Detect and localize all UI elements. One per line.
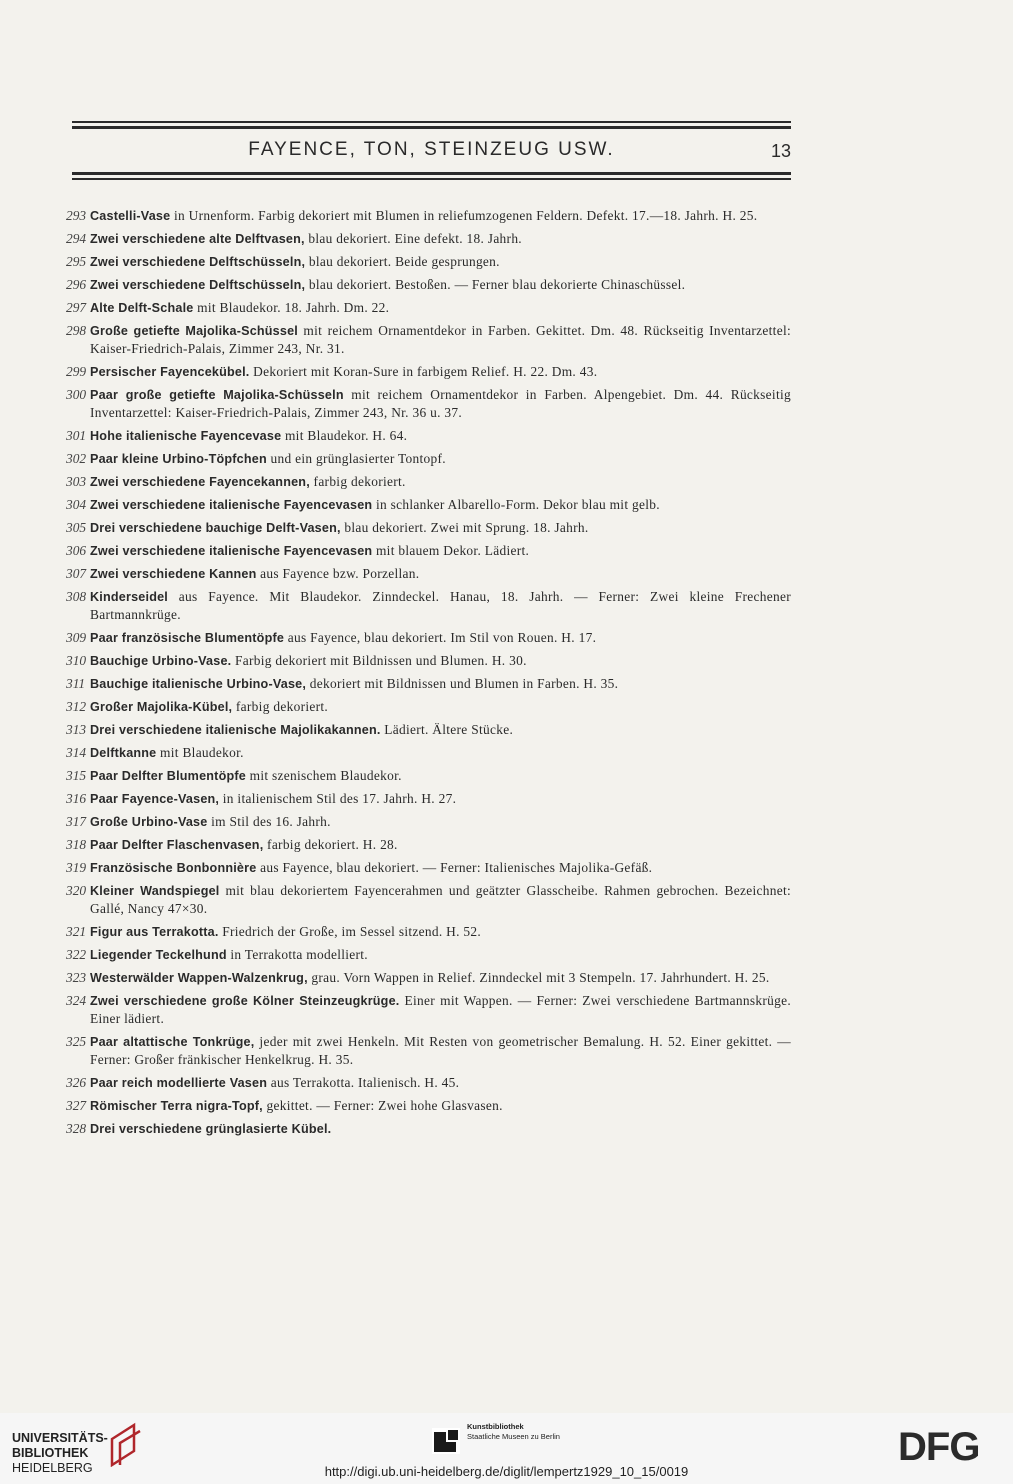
catalogue-entries bbox=[66, 207, 791, 1143]
page-number: 13 bbox=[770, 141, 791, 161]
catalogue-entry bbox=[66, 542, 791, 560]
catalogue-entry bbox=[66, 1120, 791, 1138]
dfg-logo[interactable]: DFG bbox=[898, 1425, 980, 1469]
item-description: in Urnenform. Farbig dekoriert mit Blumen in reliefumzogenen Feldern. Defekt. 17.—18. Jahrh. H. 25. bbox=[170, 208, 758, 223]
item-description: mit reichem Ornamentdekor in Farben. Gekittet. Dm. 48. Rückseitig Inventarzettel: Kaiser-Friedrich-Palais, Zimmer 243, Nr. 31. bbox=[90, 323, 791, 356]
item-description: aus Fayence, blau dekoriert. Im Stil von Rouen. H. 17. bbox=[284, 630, 597, 645]
entry-number: 314 bbox=[66, 745, 87, 760]
entry-number: 311 bbox=[66, 676, 86, 691]
entry-number: 306 bbox=[66, 543, 87, 558]
ub-emblem-icon bbox=[104, 1421, 142, 1467]
catalogue-entry bbox=[66, 1074, 791, 1092]
item-description: mit Blaudekor. 18. Jahrh. Dm. 22. bbox=[193, 300, 390, 315]
item-description: mit Blaudekor. bbox=[156, 745, 244, 760]
item-name: Drei verschiedene italienische Majolikakannen. bbox=[90, 723, 381, 737]
item-description: blau dekoriert. Bestoßen. — Ferner blau dekorierte Chinaschüssel. bbox=[305, 277, 686, 292]
entry-number: 293 bbox=[66, 208, 87, 223]
item-name: Paar reich modellierte Vasen bbox=[90, 1076, 268, 1090]
catalogue-entry bbox=[66, 253, 791, 271]
entry-number: 327 bbox=[66, 1098, 87, 1113]
item-description: aus Terrakotta. Italienisch. H. 45. bbox=[267, 1075, 460, 1090]
item-description: farbig dekoriert. H. 28. bbox=[263, 837, 398, 852]
entry-number: 295 bbox=[66, 254, 87, 269]
item-name: Kinderseidel bbox=[90, 590, 168, 604]
catalogue-entry bbox=[66, 675, 791, 693]
item-name: Westerwälder Wappen-Walzenkrug, bbox=[90, 971, 308, 985]
catalogue-entry bbox=[66, 744, 791, 762]
item-name: Bauchige Urbino-Vase. bbox=[90, 654, 232, 668]
entry-number: 302 bbox=[66, 451, 87, 466]
entry-number: 309 bbox=[66, 630, 87, 645]
item-description: aus Fayence. Mit Blaudekor. Zinndeckel. Hanau, 18. Jahrh. — Ferner: Zwei kleine Frechener Bartmannkrüge. bbox=[90, 589, 791, 622]
item-description: grau. Vorn Wappen in Relief. Zinndeckel mit 3 Stempeln. 17. Jahrhundert. H. 25. bbox=[307, 970, 770, 985]
entry-number: 310 bbox=[66, 653, 87, 668]
item-name: Großer Majolika-Kübel, bbox=[90, 700, 233, 714]
footer-bar bbox=[0, 1413, 1013, 1484]
catalogue-entry bbox=[66, 1097, 791, 1115]
item-name: Drei verschiedene grünglasierte Kübel. bbox=[90, 1122, 332, 1136]
item-name: Französische Bonbonnière bbox=[90, 861, 257, 875]
item-description: blau dekoriert. Eine defekt. 18. Jahrh. bbox=[304, 231, 522, 246]
catalogue-entry bbox=[66, 721, 791, 739]
entry-number: 294 bbox=[66, 231, 87, 246]
catalogue-entry bbox=[66, 473, 791, 491]
item-description: in italienischem Stil des 17. Jahrh. H. 27. bbox=[219, 791, 457, 806]
entry-number: 300 bbox=[66, 387, 87, 402]
item-name: Alte Delft-Schale bbox=[90, 301, 194, 315]
entry-number: 323 bbox=[66, 970, 87, 985]
catalogue-entry bbox=[66, 859, 791, 877]
entry-number: 303 bbox=[66, 474, 87, 489]
entry-number: 312 bbox=[66, 699, 87, 714]
entry-number: 305 bbox=[66, 520, 87, 535]
entry-number: 326 bbox=[66, 1075, 87, 1090]
catalogue-entry bbox=[66, 427, 791, 445]
item-name: Paar Delfter Flaschenvasen, bbox=[90, 838, 264, 852]
library-line1: UNIVERSITÄTS- bbox=[12, 1431, 108, 1445]
item-name: Paar kleine Urbino-Töpfchen bbox=[90, 452, 267, 466]
entry-number: 299 bbox=[66, 364, 87, 379]
item-name: Zwei verschiedene italienische Fayencevasen bbox=[90, 498, 373, 512]
entry-number: 317 bbox=[66, 814, 87, 829]
entry-number: 296 bbox=[66, 277, 87, 292]
entry-number: 298 bbox=[66, 323, 87, 338]
entry-number: 324 bbox=[66, 993, 87, 1008]
item-name: Zwei verschiedene alte Delftvasen, bbox=[90, 232, 305, 246]
catalogue-entry bbox=[66, 299, 791, 317]
item-name: Hohe italienische Fayencevase bbox=[90, 429, 282, 443]
item-name: Zwei verschiedene Kannen bbox=[90, 567, 257, 581]
catalogue-entry bbox=[66, 565, 791, 583]
entry-number: 307 bbox=[66, 566, 87, 581]
catalogue-entry bbox=[66, 790, 791, 808]
entry-number: 301 bbox=[66, 428, 87, 443]
item-description: farbig dekoriert. bbox=[232, 699, 329, 714]
catalogue-entry bbox=[66, 652, 791, 670]
item-description: aus Fayence bzw. Porzellan. bbox=[256, 566, 420, 581]
item-description: gekittet. — Ferner: Zwei hohe Glasvasen. bbox=[262, 1098, 503, 1113]
catalogue-entry bbox=[66, 322, 791, 358]
item-name: Delftkanne bbox=[90, 746, 157, 760]
catalogue-entry bbox=[66, 496, 791, 514]
item-name: Zwei verschiedene italienische Fayencevasen bbox=[90, 544, 373, 558]
item-description: im Stil des 16. Jahrh. bbox=[207, 814, 331, 829]
item-name: Paar altattische Tonkrüge, bbox=[90, 1035, 255, 1049]
item-description: farbig dekoriert. bbox=[309, 474, 406, 489]
entry-number: 325 bbox=[66, 1034, 87, 1049]
catalogue-entry bbox=[66, 207, 791, 225]
catalogue-entry bbox=[66, 588, 791, 624]
item-name: Kleiner Wandspiegel bbox=[90, 884, 220, 898]
catalogue-entry bbox=[66, 276, 791, 294]
item-description: mit szenischem Blaudekor. bbox=[245, 768, 402, 783]
item-name: Paar Delfter Blumentöpfe bbox=[90, 769, 246, 783]
item-description: Farbig dekoriert mit Bildnissen und Blumen. H. 30. bbox=[231, 653, 527, 668]
item-description: blau dekoriert. Beide gesprungen. bbox=[305, 254, 500, 269]
item-name: Figur aus Terrakotta. bbox=[90, 925, 219, 939]
header-rule-bottom bbox=[72, 172, 791, 180]
library-line3: HEIDELBERG bbox=[12, 1461, 93, 1475]
item-name: Römischer Terra nigra-Topf, bbox=[90, 1099, 263, 1113]
entry-number: 318 bbox=[66, 837, 87, 852]
entry-number: 321 bbox=[66, 924, 87, 939]
page-url[interactable]: http://digi.ub.uni-heidelberg.de/diglit/lempertz1929_10_15/0019 bbox=[324, 1464, 689, 1479]
entry-number: 316 bbox=[66, 791, 87, 806]
item-description: Friedrich der Große, im Sessel sitzend. H. 52. bbox=[218, 924, 482, 939]
item-description: Dekoriert mit Koran-Sure in farbigem Relief. H. 22. Dm. 43. bbox=[249, 364, 598, 379]
catalogue-entry bbox=[66, 882, 791, 918]
item-name: Paar französische Blumentöpfe bbox=[90, 631, 285, 645]
kb-line1: Kunstbibliothek bbox=[467, 1422, 524, 1431]
item-description: Lädiert. Ältere Stücke. bbox=[380, 722, 514, 737]
entry-number: 297 bbox=[66, 300, 87, 315]
item-name: Große getiefte Majolika-Schüssel bbox=[90, 324, 298, 338]
item-name: Drei verschiedene bauchige Delft-Vasen, bbox=[90, 521, 341, 535]
item-description: und ein grünglasierter Tontopf. bbox=[266, 451, 446, 466]
item-description: in schlanker Albarello-Form. Dekor blau mit gelb. bbox=[372, 497, 660, 512]
kunstbibliothek-emblem-icon bbox=[432, 1428, 460, 1454]
item-description: aus Fayence, blau dekoriert. — Ferner: Italienisches Majolika-Gefäß. bbox=[256, 860, 653, 875]
item-description: jeder mit zwei Henkeln. Mit Resten von geometrischer Bemalung. H. 52. Einer gekittet. — Ferner: Großer fränkischer Henkelkrug. H. 35. bbox=[90, 1034, 791, 1067]
item-description: in Terrakotta modelliert. bbox=[226, 947, 368, 962]
item-name: Bauchige italienische Urbino-Vase, bbox=[90, 677, 307, 691]
entry-number: 315 bbox=[66, 768, 87, 783]
item-name: Castelli-Vase bbox=[90, 209, 171, 223]
catalogue-entry bbox=[66, 767, 791, 785]
catalogue-entry bbox=[66, 1033, 791, 1069]
item-description: mit Blaudekor. H. 64. bbox=[281, 428, 408, 443]
item-description: mit reichem Ornamentdekor in Farben. Alpengebiet. Dm. 44. Rückseitig Inventarzettel: Kaiser-Friedrich-Palais, Zimmer 243, Nr. 36 u. 37. bbox=[90, 387, 791, 420]
kb-line2: Staatliche Museen zu Berlin bbox=[467, 1432, 560, 1441]
item-description: dekoriert mit Bildnissen und Blumen in Farben. H. 35. bbox=[306, 676, 619, 691]
item-name: Zwei verschiedene Delftschüsseln, bbox=[90, 255, 306, 269]
item-name: Persischer Fayencekübel. bbox=[90, 365, 250, 379]
item-name: Große Urbino-Vase bbox=[90, 815, 208, 829]
catalogue-entry bbox=[66, 946, 791, 964]
entry-number: 320 bbox=[66, 883, 87, 898]
catalogue-entry bbox=[66, 836, 791, 854]
catalogue-entry bbox=[66, 386, 791, 422]
item-name: Paar große getiefte Majolika-Schüsseln bbox=[90, 388, 344, 402]
entry-number: 322 bbox=[66, 947, 87, 962]
entry-number: 319 bbox=[66, 860, 87, 875]
item-name: Paar Fayence-Vasen, bbox=[90, 792, 220, 806]
item-description: mit blau dekoriertem Fayencerahmen und geätzter Glasscheibe. Rahmen gebrochen. Bezeichnet: Gallé, Nancy 47×30. bbox=[90, 883, 791, 916]
catalogue-entry bbox=[66, 923, 791, 941]
item-name: Liegender Teckelhund bbox=[90, 948, 227, 962]
item-name: Zwei verschiedene Delftschüsseln, bbox=[90, 278, 306, 292]
item-description: Einer mit Wappen. — Ferner: Zwei verschiedene Bartmannskrüge. Einer lädiert. bbox=[90, 993, 791, 1026]
catalogue-entry bbox=[66, 519, 791, 537]
entry-number: 308 bbox=[66, 589, 87, 604]
item-description: blau dekoriert. Zwei mit Sprung. 18. Jahrh. bbox=[340, 520, 589, 535]
catalogue-entry bbox=[66, 450, 791, 468]
catalogue-entry bbox=[66, 230, 791, 248]
running-title: FAYENCE, TON, STEINZEUG USW. bbox=[248, 139, 615, 160]
library-line2: BIBLIOTHEK bbox=[12, 1446, 89, 1460]
item-name: Zwei verschiedene Fayencekannen, bbox=[90, 475, 310, 489]
catalogue-entry bbox=[66, 698, 791, 716]
kunstbibliothek-label[interactable] bbox=[467, 1422, 560, 1442]
catalogue-entry bbox=[66, 629, 791, 647]
catalogue-entry bbox=[66, 969, 791, 987]
item-description: mit blauem Dekor. Lädiert. bbox=[372, 543, 530, 558]
header-rule-top bbox=[72, 121, 791, 129]
item-name: Zwei verschiedene große Kölner Steinzeugkrüge. bbox=[90, 994, 400, 1008]
catalogue-entry bbox=[66, 363, 791, 381]
catalogue-entry bbox=[66, 992, 791, 1028]
entry-number: 328 bbox=[66, 1121, 87, 1136]
entry-number: 313 bbox=[66, 722, 87, 737]
catalogue-entry bbox=[66, 813, 791, 831]
entry-number: 304 bbox=[66, 497, 87, 512]
